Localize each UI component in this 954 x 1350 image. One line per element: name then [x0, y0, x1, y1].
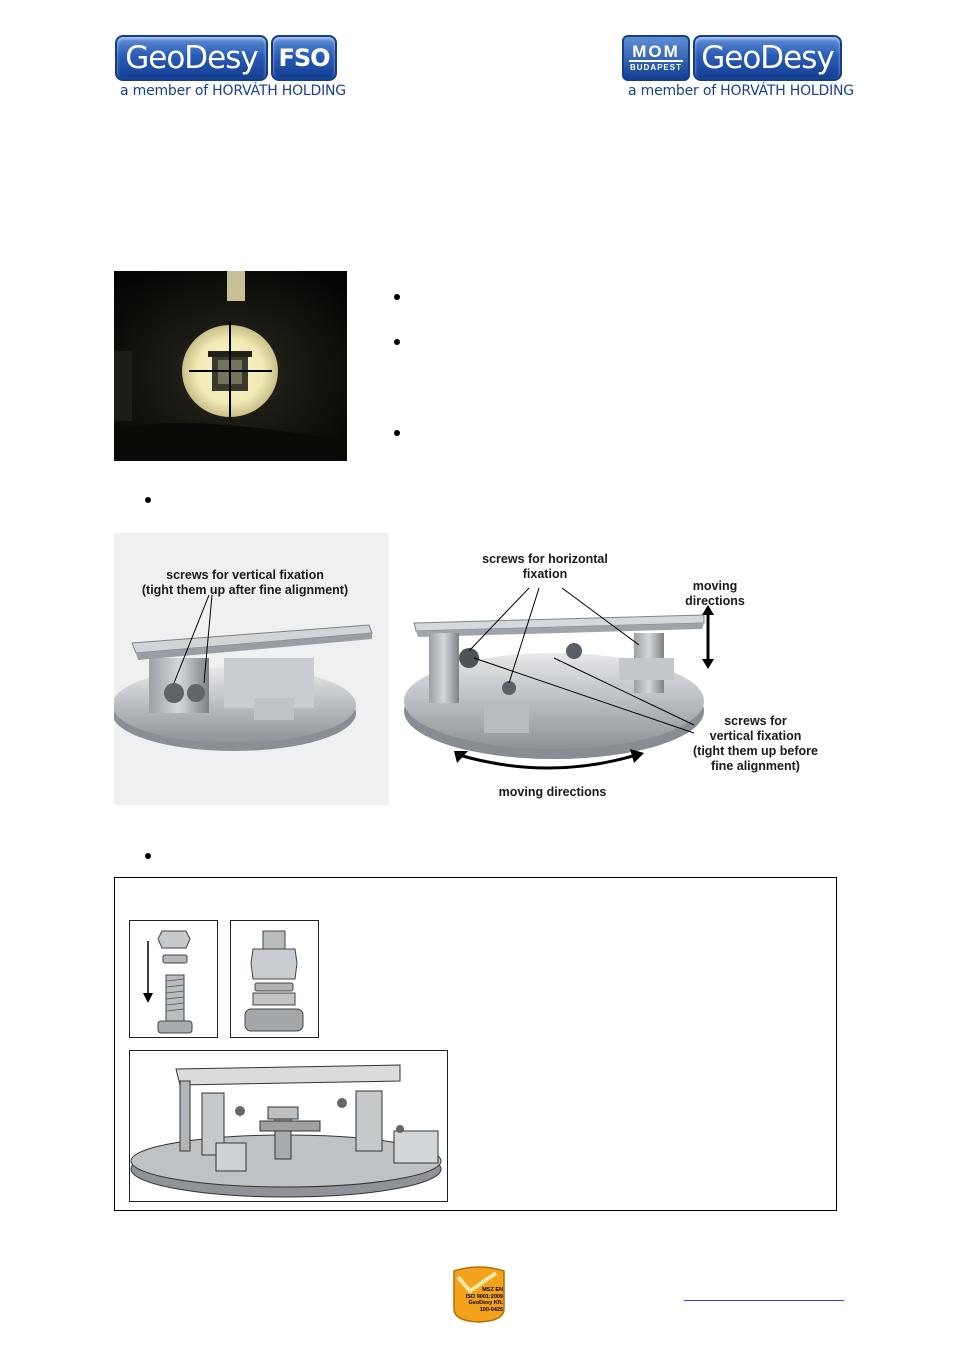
telescope-view-image	[114, 271, 347, 461]
iso-badge-line-3: GeoDesy Kft.	[468, 1300, 503, 1306]
logo-tagline-right: a member of HORVÁTH HOLDING	[628, 83, 854, 99]
logo-brand-right: GeoDesy	[693, 35, 842, 81]
iso-certification-badge	[450, 1265, 508, 1323]
bolt-disassembled-panel	[129, 920, 218, 1038]
logo-suffix-fso: FSO	[271, 35, 337, 81]
assembly-drawing-panel	[129, 1050, 448, 1202]
geodesy-fso-logo	[115, 35, 346, 99]
iso-badge-text	[459, 1287, 503, 1313]
label-horizontal-fixation: screws for horizontal fixation	[482, 552, 608, 581]
iso-badge-line-4: 100-0425	[479, 1306, 503, 1313]
label-vertical-fixation-right: screws for vertical fixation (tight them up before fine alignment)	[693, 714, 818, 773]
bullet-1	[394, 294, 400, 300]
iso-badge-line-1: MSZ EN	[482, 1287, 503, 1293]
logo-brand-left: GeoDesy	[115, 35, 268, 81]
label-moving-directions-horizontal: moving directions	[498, 785, 607, 799]
bullet-5	[145, 853, 151, 859]
bolt-assembled-panel	[230, 920, 319, 1038]
telescope-view-photo	[114, 271, 347, 461]
bullet-2	[394, 339, 400, 345]
mom-badge-bottom: BUDAPEST	[629, 63, 682, 72]
assembly-drawing-image	[130, 1051, 447, 1201]
label-moving-directions-vertical: moving directions	[685, 579, 745, 608]
mom-geodesy-logo	[622, 35, 854, 99]
mom-badge-top: MOM	[629, 43, 683, 62]
bolt-assembled-image	[231, 921, 318, 1037]
iso-badge-line-2: ISO 9001:2009	[465, 1293, 503, 1300]
logo-tagline-left: a member of HORVÁTH HOLDING	[120, 83, 346, 99]
bullet-4	[145, 497, 151, 503]
mom-badge	[622, 35, 690, 81]
label-vertical-fixation-left: screws for vertical fixation (tight them up after fine alignment)	[141, 568, 349, 597]
footer-link-underline[interactable]	[684, 1300, 844, 1301]
bullet-3	[394, 430, 400, 436]
bolt-disassembled-image	[130, 921, 217, 1037]
